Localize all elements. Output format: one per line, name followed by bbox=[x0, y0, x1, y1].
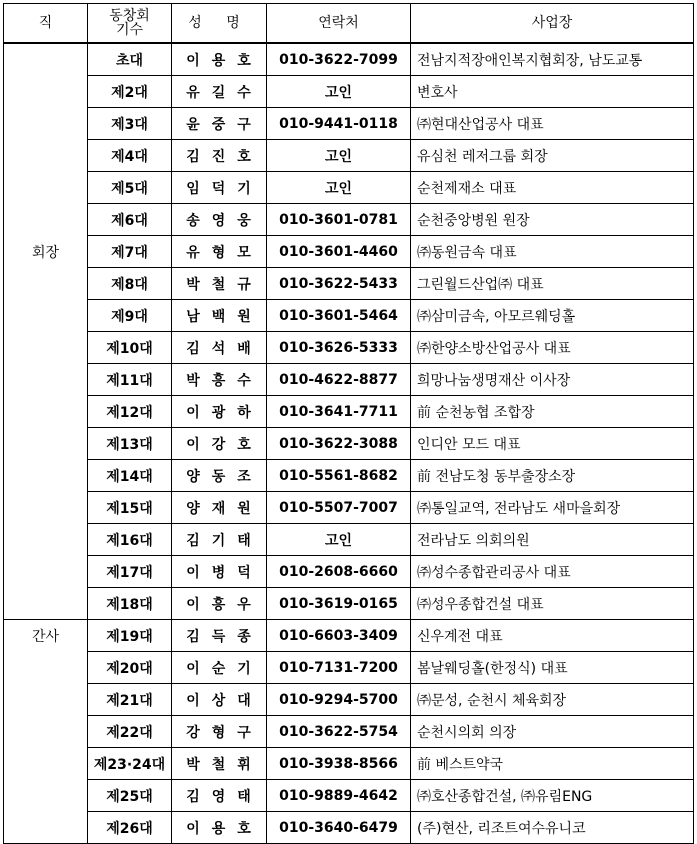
table-row bbox=[4, 620, 694, 652]
contact-cell: 010-2608-6660 bbox=[267, 556, 411, 588]
contact-cell: 010-9294-5700 bbox=[267, 684, 411, 716]
workplace-cell: 전라남도 의회의원 bbox=[411, 524, 694, 556]
table-row bbox=[4, 524, 694, 556]
role-cell bbox=[4, 684, 88, 716]
name-cell: 양동조 bbox=[172, 460, 267, 492]
generation-cell: 제16대 bbox=[88, 524, 172, 556]
workplace-cell: 전남지적장애인복지협회장, 남도교통 bbox=[411, 43, 694, 76]
header-name: 성 명 bbox=[172, 4, 267, 44]
table-row bbox=[4, 396, 694, 428]
workplace-cell: ㈜현대산업공사 대표 bbox=[411, 108, 694, 140]
name-cell: 임덕기 bbox=[172, 172, 267, 204]
table-row bbox=[4, 204, 694, 236]
generation-cell: 제10대 bbox=[88, 332, 172, 364]
workplace-cell: ㈜문성, 순천시 체육회장 bbox=[411, 684, 694, 716]
generation-cell: 제9대 bbox=[88, 300, 172, 332]
table-row bbox=[4, 108, 694, 140]
role-cell bbox=[4, 652, 88, 684]
name-cell: 김진호 bbox=[172, 140, 267, 172]
name-cell: 윤중구 bbox=[172, 108, 267, 140]
name-cell: 김석배 bbox=[172, 332, 267, 364]
role-cell bbox=[4, 43, 88, 76]
contact-cell: 010-6603-3409 bbox=[267, 620, 411, 652]
workplace-cell: ㈜성우종합건설 대표 bbox=[411, 588, 694, 620]
workplace-cell: ㈜삼미금속, 아모르웨딩홀 bbox=[411, 300, 694, 332]
generation-cell: 제6대 bbox=[88, 204, 172, 236]
role-cell bbox=[4, 460, 88, 492]
generation-cell: 제22대 bbox=[88, 716, 172, 748]
contact-cell: 010-7131-7200 bbox=[267, 652, 411, 684]
table-row bbox=[4, 812, 694, 844]
generation-cell: 제11대 bbox=[88, 364, 172, 396]
role-cell bbox=[4, 140, 88, 172]
name-cell: 양재원 bbox=[172, 492, 267, 524]
name-cell: 이강호 bbox=[172, 428, 267, 460]
role-cell bbox=[4, 76, 88, 108]
role-label-president: 회장 bbox=[4, 236, 88, 268]
contact-cell: 010-9441-0118 bbox=[267, 108, 411, 140]
workplace-cell: 前 순천농협 조합장 bbox=[411, 396, 694, 428]
table-row bbox=[4, 268, 694, 300]
workplace-cell: 그린월드산업㈜ 대표 bbox=[411, 268, 694, 300]
generation-cell: 제7대 bbox=[88, 236, 172, 268]
table-header bbox=[4, 4, 694, 44]
header-generation-line1: 동창회 bbox=[109, 8, 150, 24]
generation-cell: 제26대 bbox=[88, 812, 172, 844]
contact-cell: 010-3601-0781 bbox=[267, 204, 411, 236]
role-cell bbox=[4, 524, 88, 556]
role-cell bbox=[4, 748, 88, 780]
workplace-cell: 인디안 모드 대표 bbox=[411, 428, 694, 460]
contact-cell: 010-3626-5333 bbox=[267, 332, 411, 364]
contact-cell: 고인 bbox=[267, 524, 411, 556]
table-row bbox=[4, 748, 694, 780]
table-row bbox=[4, 428, 694, 460]
contact-cell: 010-3622-3088 bbox=[267, 428, 411, 460]
role-cell bbox=[4, 172, 88, 204]
header-generation-line2: 기수 bbox=[115, 22, 144, 38]
workplace-cell: ㈜동원금속 대표 bbox=[411, 236, 694, 268]
generation-cell: 제18대 bbox=[88, 588, 172, 620]
generation-cell: 제13대 bbox=[88, 428, 172, 460]
generation-cell: 제4대 bbox=[88, 140, 172, 172]
name-cell: 남백원 bbox=[172, 300, 267, 332]
name-cell: 이순기 bbox=[172, 652, 267, 684]
workplace-cell: 前 베스트약국 bbox=[411, 748, 694, 780]
name-cell: 유형모 bbox=[172, 236, 267, 268]
name-cell: 박철규 bbox=[172, 268, 267, 300]
alumni-roster-table bbox=[3, 3, 694, 844]
role-cell bbox=[4, 300, 88, 332]
generation-cell: 제15대 bbox=[88, 492, 172, 524]
table-row bbox=[4, 652, 694, 684]
contact-cell: 010-3622-7099 bbox=[267, 43, 411, 76]
name-cell: 이상대 bbox=[172, 684, 267, 716]
workplace-cell: 순천중앙병원 원장 bbox=[411, 204, 694, 236]
role-cell bbox=[4, 364, 88, 396]
role-cell bbox=[4, 268, 88, 300]
workplace-cell: ㈜성수종합관리공사 대표 bbox=[411, 556, 694, 588]
role-cell bbox=[4, 428, 88, 460]
contact-cell: 010-4622-8877 bbox=[267, 364, 411, 396]
workplace-cell: ㈜통일교역, 전라남도 새마을회장 bbox=[411, 492, 694, 524]
generation-cell: 제14대 bbox=[88, 460, 172, 492]
contact-cell: 010-9889-4642 bbox=[267, 780, 411, 812]
contact-cell: 010-3619-0165 bbox=[267, 588, 411, 620]
table-row bbox=[4, 588, 694, 620]
contact-cell: 010-3601-4460 bbox=[267, 236, 411, 268]
table-row bbox=[4, 236, 694, 268]
contact-cell: 010-3622-5754 bbox=[267, 716, 411, 748]
table-row bbox=[4, 716, 694, 748]
workplace-cell: 前 전남도청 동부출장소장 bbox=[411, 460, 694, 492]
table-row bbox=[4, 140, 694, 172]
contact-cell: 010-3641-7711 bbox=[267, 396, 411, 428]
name-cell: 박흥수 bbox=[172, 364, 267, 396]
role-cell bbox=[4, 716, 88, 748]
generation-cell: 제21대 bbox=[88, 684, 172, 716]
role-cell bbox=[4, 556, 88, 588]
contact-cell: 010-3938-8566 bbox=[267, 748, 411, 780]
generation-cell: 제23·24대 bbox=[88, 748, 172, 780]
role-cell bbox=[4, 204, 88, 236]
generation-cell: 제2대 bbox=[88, 76, 172, 108]
contact-cell: 010-5561-8682 bbox=[267, 460, 411, 492]
contact-cell: 고인 bbox=[267, 76, 411, 108]
name-cell: 송영웅 bbox=[172, 204, 267, 236]
header-contact: 연락처 bbox=[267, 4, 411, 44]
name-cell: 이광하 bbox=[172, 396, 267, 428]
workplace-cell: 유심천 레저그룹 회장 bbox=[411, 140, 694, 172]
table-row bbox=[4, 460, 694, 492]
table-body bbox=[4, 43, 694, 844]
workplace-cell: 봄날웨딩홀(한정식) 대표 bbox=[411, 652, 694, 684]
table-row bbox=[4, 172, 694, 204]
workplace-cell: ㈜한양소방산업공사 대표 bbox=[411, 332, 694, 364]
workplace-cell: (주)현산, 리조트여수유니코 bbox=[411, 812, 694, 844]
name-cell: 이병덕 bbox=[172, 556, 267, 588]
name-cell: 김영태 bbox=[172, 780, 267, 812]
table-row bbox=[4, 556, 694, 588]
table-row bbox=[4, 76, 694, 108]
generation-cell: 제5대 bbox=[88, 172, 172, 204]
name-cell: 김기태 bbox=[172, 524, 267, 556]
generation-cell: 제12대 bbox=[88, 396, 172, 428]
generation-cell: 제20대 bbox=[88, 652, 172, 684]
workplace-cell: 순천제재소 대표 bbox=[411, 172, 694, 204]
generation-cell: 제8대 bbox=[88, 268, 172, 300]
generation-cell: 초대 bbox=[88, 43, 172, 76]
table-row bbox=[4, 43, 694, 76]
generation-cell: 제19대 bbox=[88, 620, 172, 652]
header-generation bbox=[88, 4, 172, 44]
role-cell bbox=[4, 108, 88, 140]
name-cell: 이용호 bbox=[172, 43, 267, 76]
name-cell: 김득종 bbox=[172, 620, 267, 652]
role-label-secretary: 간사 bbox=[4, 620, 88, 652]
workplace-cell: 순천시의회 의장 bbox=[411, 716, 694, 748]
contact-cell: 010-3622-5433 bbox=[267, 268, 411, 300]
workplace-cell: 변호사 bbox=[411, 76, 694, 108]
workplace-cell: 희망나눔생명재산 이사장 bbox=[411, 364, 694, 396]
name-cell: 강형구 bbox=[172, 716, 267, 748]
header-row bbox=[4, 4, 694, 44]
table-row bbox=[4, 492, 694, 524]
workplace-cell: 신우계전 대표 bbox=[411, 620, 694, 652]
role-cell bbox=[4, 588, 88, 620]
header-workplace: 사업장 bbox=[411, 4, 694, 44]
role-cell bbox=[4, 332, 88, 364]
name-cell: 유길수 bbox=[172, 76, 267, 108]
generation-cell: 제3대 bbox=[88, 108, 172, 140]
name-cell: 이흥우 bbox=[172, 588, 267, 620]
name-cell: 이용호 bbox=[172, 812, 267, 844]
table-row bbox=[4, 364, 694, 396]
contact-cell: 010-5507-7007 bbox=[267, 492, 411, 524]
header-role: 직 bbox=[4, 4, 88, 44]
role-cell bbox=[4, 812, 88, 844]
contact-cell: 고인 bbox=[267, 172, 411, 204]
contact-cell: 010-3640-6479 bbox=[267, 812, 411, 844]
table-row bbox=[4, 300, 694, 332]
contact-cell: 고인 bbox=[267, 140, 411, 172]
table-row bbox=[4, 684, 694, 716]
role-cell bbox=[4, 492, 88, 524]
role-cell bbox=[4, 396, 88, 428]
generation-cell: 제17대 bbox=[88, 556, 172, 588]
table-row bbox=[4, 332, 694, 364]
role-cell bbox=[4, 780, 88, 812]
contact-cell: 010-3601-5464 bbox=[267, 300, 411, 332]
workplace-cell: ㈜호산종합건설, ㈜유림ENG bbox=[411, 780, 694, 812]
name-cell: 박철휘 bbox=[172, 748, 267, 780]
table-row bbox=[4, 780, 694, 812]
generation-cell: 제25대 bbox=[88, 780, 172, 812]
